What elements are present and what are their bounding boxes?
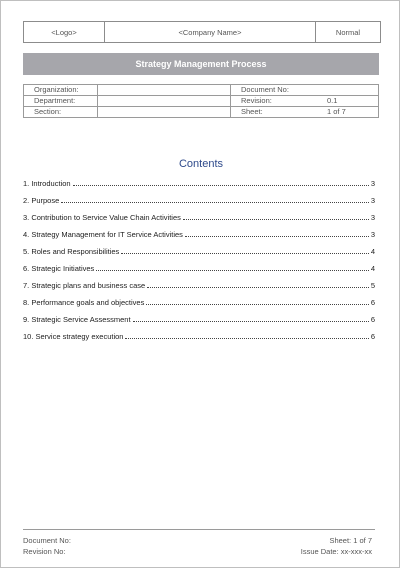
meta-label: Organization: xyxy=(24,85,98,96)
toc-leader-dots xyxy=(183,219,369,220)
toc-entry-title: 2. Purpose xyxy=(23,196,60,205)
toc-entry[interactable] xyxy=(23,213,375,230)
toc-entry-page: 6 xyxy=(370,298,375,307)
footer-right xyxy=(301,535,372,557)
document-meta-table xyxy=(23,84,379,118)
meta-value xyxy=(98,107,231,118)
meta-label: Department: xyxy=(24,96,98,107)
toc-entry-title: 1. Introduction xyxy=(23,179,71,188)
toc-leader-dots xyxy=(73,185,369,186)
toc-leader-dots xyxy=(125,338,368,339)
meta-label: Sheet: xyxy=(231,107,316,118)
toc-entry[interactable] xyxy=(23,315,375,332)
toc-entry-page: 6 xyxy=(370,332,375,341)
toc-entry[interactable] xyxy=(23,332,375,349)
toc-entry-title: 8. Performance goals and objectives xyxy=(23,298,145,307)
toc-entry[interactable] xyxy=(23,247,375,264)
meta-value xyxy=(98,85,231,96)
toc-entry[interactable] xyxy=(23,179,375,196)
footer-sheet: Sheet: 1 of 7 xyxy=(329,536,372,545)
toc-entry[interactable] xyxy=(23,230,375,247)
meta-row xyxy=(24,107,379,118)
toc-entry[interactable] xyxy=(23,298,375,315)
toc-leader-dots xyxy=(146,304,369,305)
toc-leader-dots xyxy=(61,202,369,203)
toc-leader-dots xyxy=(96,270,369,271)
footer-document-no: Document No: xyxy=(23,536,71,545)
footer-issue-date: Issue Date: xx-xxx-xx xyxy=(300,547,372,556)
toc-leader-dots xyxy=(147,287,369,288)
meta-value xyxy=(98,96,231,107)
toc-leader-dots xyxy=(121,253,369,254)
footer-divider xyxy=(23,529,375,530)
company-name: <Company Name> xyxy=(105,22,316,42)
meta-label: Document No: xyxy=(231,85,316,96)
toc-entry-page: 3 xyxy=(370,179,375,188)
toc-entry[interactable] xyxy=(23,196,375,213)
toc-entry-title: 10. Service strategy execution xyxy=(23,332,124,341)
toc-entry-page: 4 xyxy=(370,247,375,256)
toc-entry-title: 5. Roles and Responsibilities xyxy=(23,247,120,256)
toc-entry-page: 3 xyxy=(370,196,375,205)
table-of-contents xyxy=(23,179,375,349)
toc-entry-title: 7. Strategic plans and business case xyxy=(23,281,146,290)
meta-value: 1 of 7 xyxy=(315,107,379,118)
toc-entry-page: 3 xyxy=(370,213,375,222)
meta-row xyxy=(24,85,379,96)
toc-entry-page: 6 xyxy=(370,315,375,324)
footer-revision-no: Revision No: xyxy=(23,547,66,556)
toc-entry-page: 5 xyxy=(370,281,375,290)
toc-entry-title: 3. Contribution to Service Value Chain Activities xyxy=(23,213,181,222)
toc-leader-dots xyxy=(185,236,369,237)
toc-leader-dots xyxy=(133,321,369,322)
footer-left xyxy=(23,535,71,557)
meta-value xyxy=(315,85,379,96)
toc-entry-title: 4. Strategy Management for IT Service Activities xyxy=(23,230,183,239)
classification-label: Normal xyxy=(335,27,361,37)
header-table xyxy=(23,21,381,43)
meta-label: Revision: xyxy=(231,96,316,107)
logo-placeholder: <Logo> xyxy=(24,22,105,42)
meta-row xyxy=(24,96,379,107)
meta-label: Section: xyxy=(24,107,98,118)
toc-entry[interactable] xyxy=(23,264,375,281)
toc-entry[interactable] xyxy=(23,281,375,298)
contents-heading: Contents xyxy=(178,158,224,170)
toc-entry-page: 3 xyxy=(370,230,375,239)
meta-value: 0.1 xyxy=(315,96,379,107)
document-title: Strategy Management Process xyxy=(23,53,379,75)
toc-entry-title: 6. Strategic Initiatives xyxy=(23,264,95,273)
toc-entry-title: 9. Strategic Service Assessment xyxy=(23,315,131,324)
toc-entry-page: 4 xyxy=(370,264,375,273)
